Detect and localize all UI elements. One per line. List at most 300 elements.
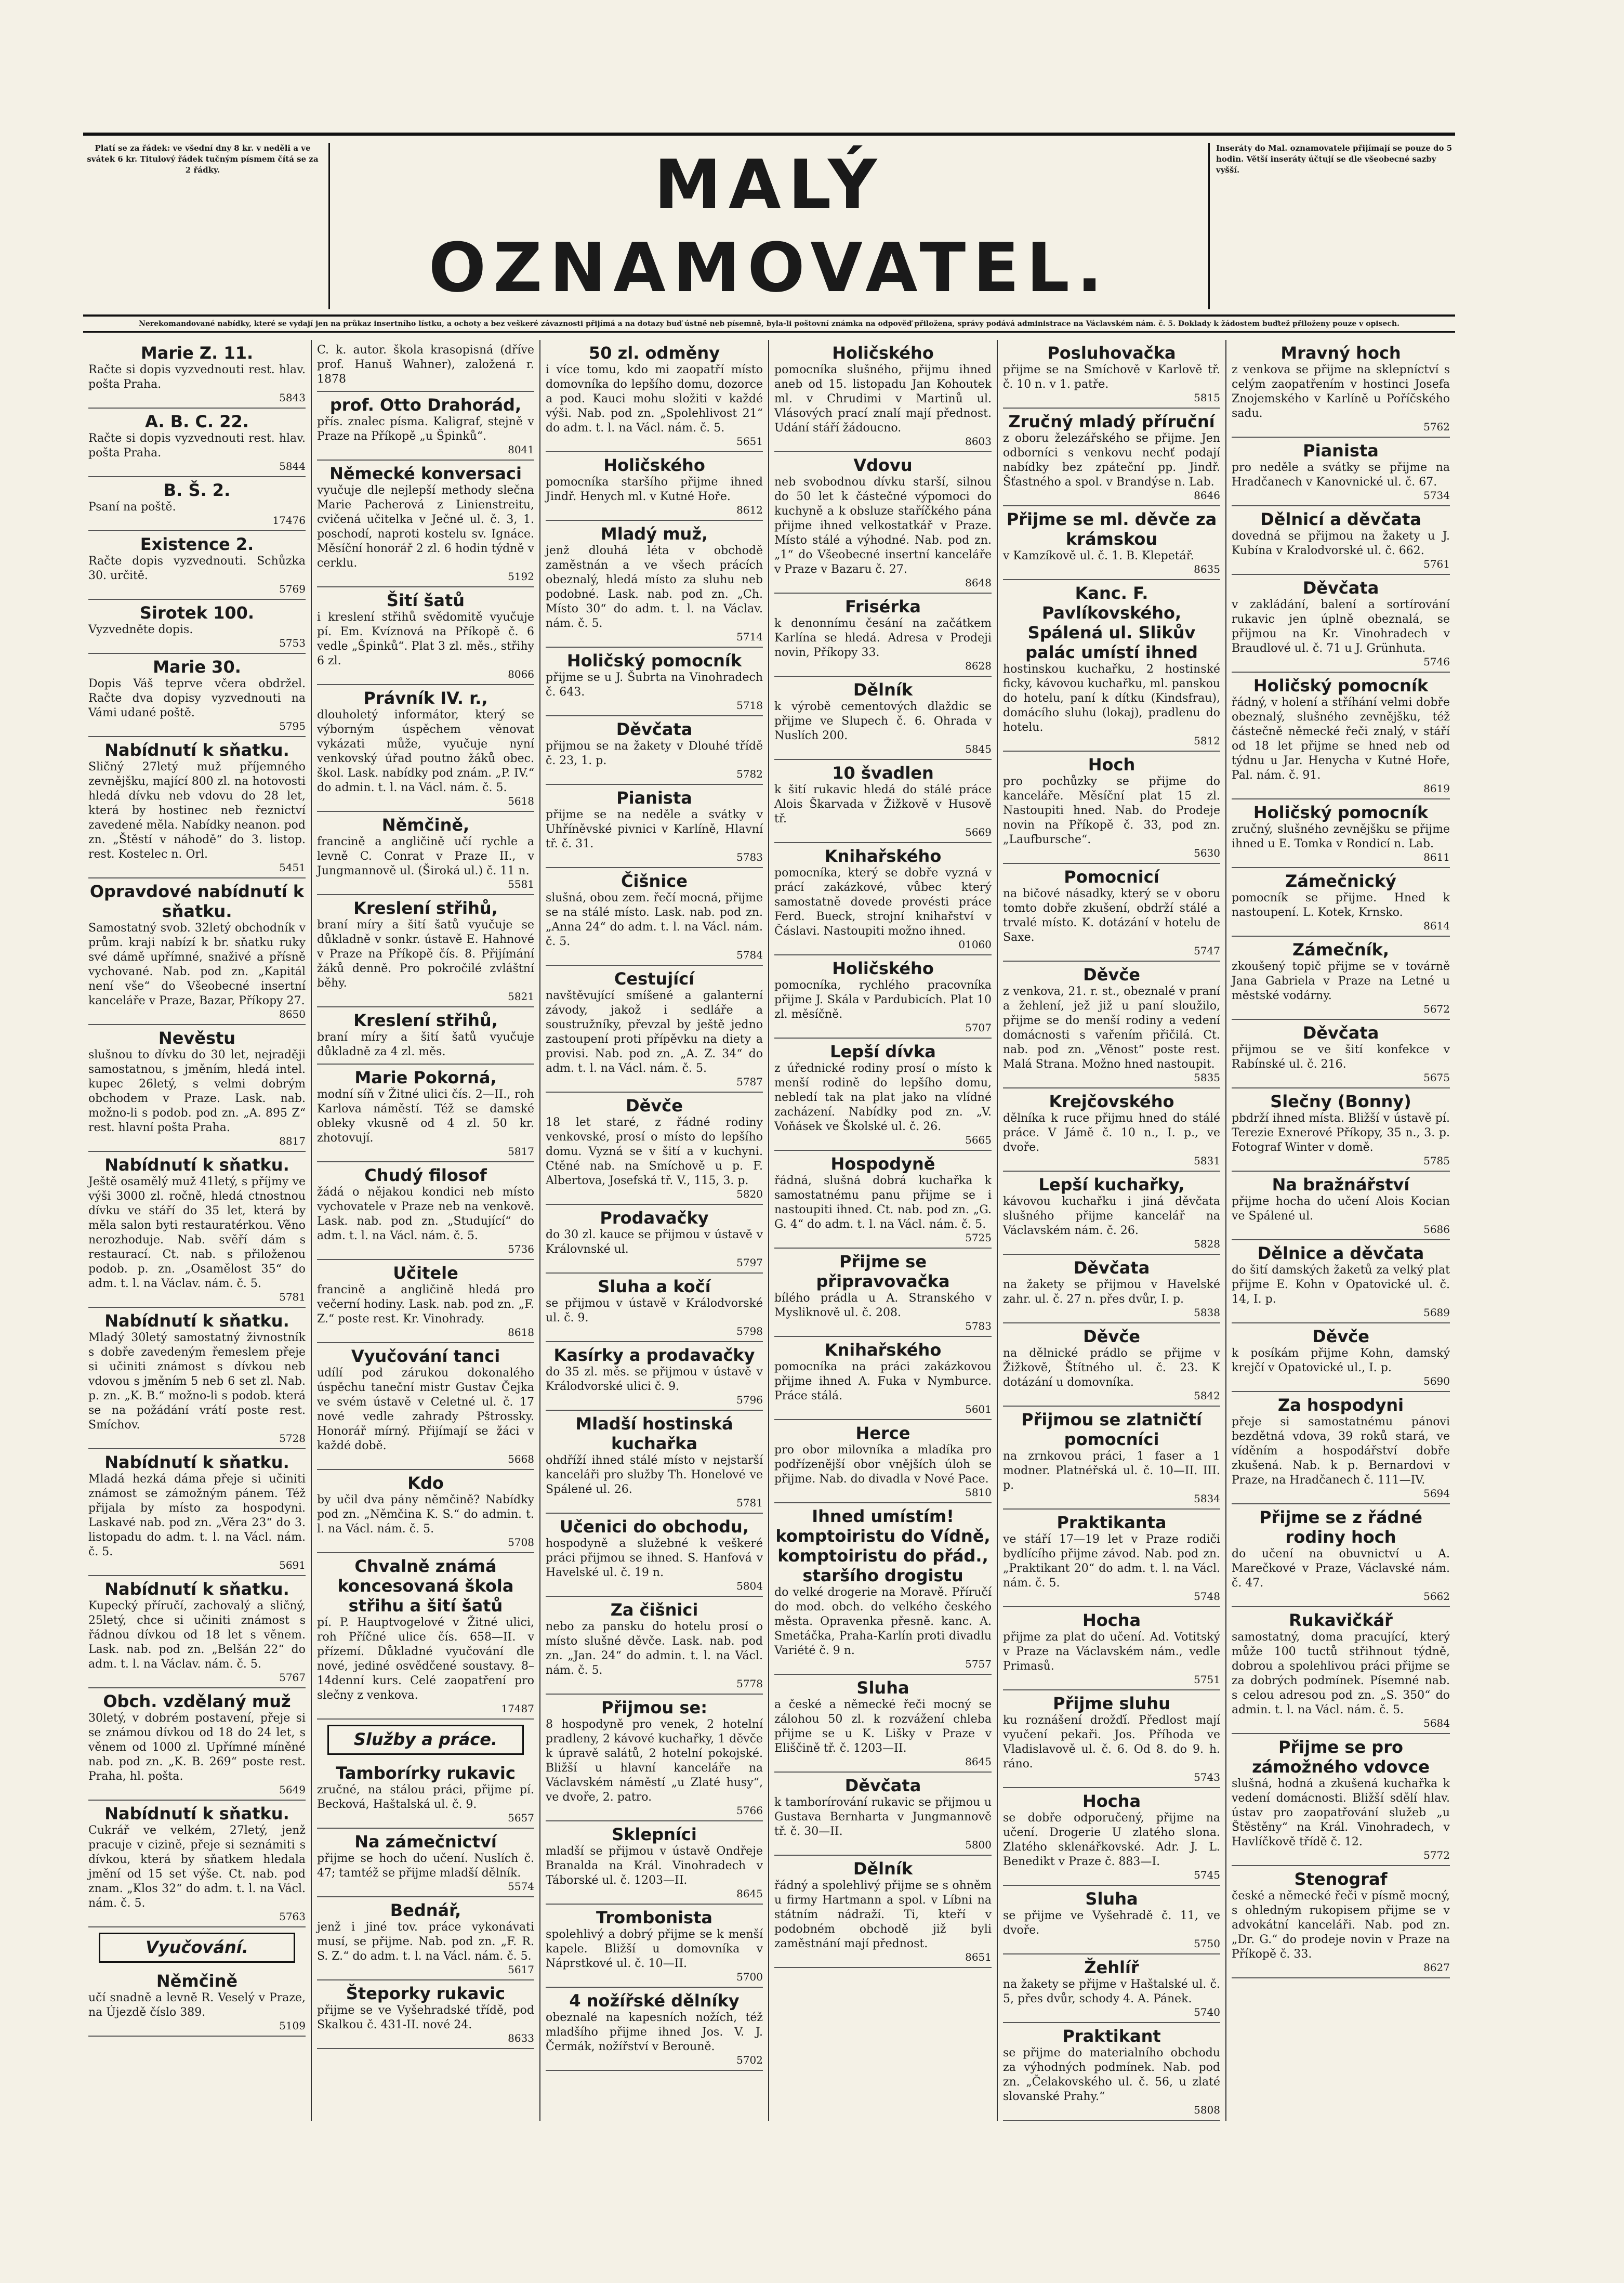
classified-ad: [1003, 1510, 1220, 1607]
ad-text: spolehlivý a dobrý přijme se k menší kapele. Bližší u domovníka v Náprstkové ul. č. 10—II.: [546, 1928, 763, 1970]
ad-title: Učitele: [393, 1263, 458, 1283]
ad-text: hostinskou kuchařku, 2 hostinské ficky, kávovou kuchařku, ml. panskou do hotelu, paní k dítku (Kindsfrau), domácího sluhu (lokaj), pradlenu do hotelu.: [1003, 663, 1220, 734]
ad-text: přijme se na neděle a svátky v Uhříněvské pivnici v Karlíně, Hlavní tř. č. 31.: [546, 808, 763, 850]
ad-number: 5675: [1423, 1071, 1450, 1084]
ad-text: z oboru železářského se přijme. Jen odborníci s venkovu nechť podají nabídky bez zpáteční pp. Jindř. Šťastného a spol. v Brandýse n. Lab.: [1003, 432, 1220, 489]
ad-column: [998, 340, 1226, 2121]
ad-title: Na bražnářství: [1272, 1175, 1410, 1195]
ad-text: modní síň v Žitné ulici čís. 2—II., roh Karlova náměstí. Též se damské obleky vkusně od 4 zl. 50 kr. zhotovují.: [317, 1088, 534, 1145]
classified-ad: [1003, 409, 1220, 506]
ad-text: by učil dva pány němčině? Nabídky pod zn. „Němčina K. S.“ do admin. t. l. na Václ. nám. č. 5.: [317, 1493, 534, 1536]
ad-text: do 30 zl. kauce se přijmou v ústavě v Královnské ul.: [546, 1228, 763, 1256]
ad-number: 5630: [1194, 847, 1220, 859]
ad-title: Vyučování.: [146, 1937, 248, 1957]
ad-title: Herce: [855, 1423, 910, 1443]
classified-ad: [317, 812, 534, 895]
classified-ad: [1232, 1020, 1450, 1088]
ad-title: 4 nožířské dělníky: [569, 1991, 740, 2011]
classified-ad: [317, 1897, 534, 1980]
classified-ad: [88, 531, 306, 600]
ad-title: Děvče: [1083, 965, 1140, 985]
classified-ad: [774, 1856, 992, 1968]
ad-number: 5718: [736, 699, 763, 712]
ad-text: Kupecký příručí, zachovalý a sličný, 25letý, chce si učiniti známost s řádnou dívkou od 18 let s věnem. Lask. nab. pod zn. „Belšán 22“ do adm. t. l. na Václav. nám. č. 5.: [88, 1599, 306, 1671]
classified-ad: [88, 409, 306, 477]
ad-text: z úřednické rodiny prosí o místo k menší rodině do lepšího domu, nebledí tak na plat jako na vlídné zacházení. Nabídky pod zn. „V. Voňásek ve Školské ul. č. 26.: [774, 1062, 992, 1133]
ad-text: nebo za pansku do hotelu prosí o místo slušné děvče. Lask. nab. pod zn. „Jan. 24“ do admin. t. l. na Václ. nám. č. 5.: [546, 1620, 763, 1677]
ad-number: 5787: [736, 1075, 763, 1088]
classified-ad: [1003, 340, 1220, 409]
ad-title: Sluha: [856, 1678, 909, 1698]
ad-title: Prodavačky: [600, 1208, 709, 1228]
classified-ad: [774, 1151, 992, 1249]
classified-ad: [546, 452, 763, 521]
ad-text: řádný a spolehlivý přijme se s ohněm u firmy Hartmann a spol. v Líbni na státním nádraží. Ti, kteří v podobném obchodě již byli zaměstnání mají přednost.: [774, 1879, 992, 1950]
masthead: [83, 133, 1455, 317]
classified-ad: [774, 1675, 992, 1773]
ad-text: zručný, slušného zevnějšku se přijme ihned u E. Tomka v Rondicí n. Lab.: [1232, 823, 1450, 850]
ad-text: pro neděle a svátky se přijme na Hradčanech v Kanovnické ul. č. 67.: [1232, 461, 1450, 489]
classified-ad: [546, 1988, 763, 2071]
classified-ad: [546, 785, 763, 868]
classified-ad: [1003, 1407, 1220, 1510]
ad-title: Nabídnutí k sňatku.: [104, 740, 289, 760]
classified-ad: [88, 340, 306, 409]
ad-number: 5751: [1194, 1673, 1220, 1686]
classified-ad: [1003, 506, 1220, 580]
ad-title: Přijmou se zlatničtí pomocníci: [1021, 1410, 1202, 1449]
ad-number: 5810: [965, 1486, 992, 1499]
ad-text: zkoušený topič přijme se v továrně Jana Gabriela v Praze na Letné u městské vodárny.: [1232, 960, 1450, 1002]
ad-text: vyučuje dle nejlepší methody slečna Marie Pacherová z Linienstreitu, cvičená učitelka v Ječné ul. č. 3, 1. poschodí, naproti kostelu sv. Ignáce. Měsíční honorář 2 zl. 6 hodin týdně v cerklu.: [317, 484, 534, 570]
ad-text: do šití damských žaketů za velký plat přijme E. Kohn v Opatovické ul. č. 14, I. p.: [1232, 1264, 1450, 1306]
classified-ad: [774, 452, 992, 594]
ad-text: 18 let staré, z řádné rodiny venkovské, prosí o místo do lepšího domu. Vyzná se v šití a v kuchyni. Ctěné nab. na Smíchově u p. F. Albertova, Josefská tř. V., 115, 3. p.: [546, 1116, 763, 1187]
ad-title: Holičského: [603, 455, 705, 475]
ad-column: [312, 340, 540, 2121]
ad-title: Holičského: [832, 343, 934, 363]
classified-ad: [546, 521, 763, 648]
classified-ad: [774, 1773, 992, 1856]
ad-title: Přijme se pro zámožného vdovce: [1252, 1737, 1430, 1777]
ad-title: Zručný mladý příruční: [1008, 412, 1215, 431]
ad-title: Nabídnutí k sňatku.: [104, 1155, 289, 1175]
ad-number: 5684: [1423, 1717, 1450, 1729]
ad-number: 5844: [279, 460, 306, 473]
ad-title: Sklepníci: [612, 1825, 697, 1844]
ad-number: 8041: [508, 443, 534, 456]
ad-number: 5702: [736, 2054, 763, 2066]
ad-text: jenž i jiné tov. práce vykonávati musí, se přijme. Nab. pod zn. „F. R. S. Z.“ do adm. t. l. na Václ. nám. č. 5.: [317, 1921, 534, 1963]
ad-text: navštěvující smíšené a galanterní závody, jakož i sedláře a soustružníky, převzal by ještě jedno zastoupení proti přípěvku na diety a provisi. Nab. pod zn. „A. Z. 34“ do adm. t. l. na Václ. nám. č. 5.: [546, 989, 763, 1075]
classified-ad: [88, 1152, 306, 1308]
classified-ad: [1232, 937, 1450, 1020]
ad-number: 8633: [508, 2032, 534, 2044]
ad-text: pí. P. Hauptvogelové v Žitné ulici, roh Příčné ulice čís. 658—II. v přízemí. Důkladné vyučování dle nové, jediné osvědčené soustavy. 8–14denní kurs. Celé zaopatření pro slečny z venkova.: [317, 1616, 534, 1702]
ad-title: Chudý filosof: [364, 1165, 487, 1185]
ad-number: 5842: [1194, 1389, 1220, 1402]
ad-text: do 35 zl. měs. se přijmou v ústavě v Králodvorské ulici č. 9.: [546, 1366, 763, 1393]
ad-number: 5750: [1194, 1937, 1220, 1950]
ad-text: z venkova se přijme na sklepníctví s celým zaopatřením v hostinci Josefa Znojemského v Karlíně u Poříčského sadu.: [1232, 363, 1450, 420]
ad-columns: [83, 340, 1455, 2121]
ad-number: 5651: [736, 435, 763, 448]
classified-ad: [1003, 580, 1220, 752]
ad-number: 5740: [1194, 2006, 1220, 2018]
ad-number: 5835: [1194, 1071, 1220, 1084]
ad-title: Holičský pomocník: [1253, 803, 1429, 822]
classified-ad: [774, 843, 992, 955]
ad-text: žádá o nějakou kondici neb místo vychovatele v Praze neb na venkově. Lask. nab. pod zn. „Studující“ do adm. t. l. na Václ. nám. č. 5.: [317, 1186, 534, 1242]
classified-ad: [1232, 673, 1450, 799]
ad-number: 5781: [279, 1291, 306, 1303]
ad-title: Kdo: [407, 1473, 444, 1493]
ad-number: 5767: [279, 1671, 306, 1684]
ad-column: [769, 340, 998, 2121]
classified-ad: [317, 1260, 534, 1343]
ad-title: Nabídnutí k sňatku.: [104, 1804, 289, 1823]
ad-title: Praktikanta: [1057, 1513, 1167, 1532]
classified-ad: [88, 878, 306, 1025]
ad-text: slušnou to dívku do 30 let, nejraději samostatnou, s jměním, hledá intel. kupec 26letý, s velmi dobrým obchodem v Praze. Lask. nab. možno-li s podob. pod zn. „A. 895 Z“ rest. hlavní pošta Praha.: [88, 1048, 306, 1134]
ad-text: se přijmou v ústavě v Králodvorské ul. č. 9.: [546, 1297, 763, 1324]
ad-text: Mladý 30letý samostatný živnostník s dobře zavedeným řemeslem přeje si učiniti známost s dívkou neb vdovou s jměním 5 neb 6 set zl. Nab. p. zn. „K. B.“ možno-li s podob. která se na požádání vrátí poste rest. Smíchov.: [88, 1331, 306, 1432]
ad-text: Mladá hezká dáma přeje si učiniti známost se zámožným pánem. Též přijala by místo za hospodyni. Laskavé nab. pod zn. „Věra 23“ do 3. listopadu do adm. t. l. na Václ. nám. č. 5.: [88, 1473, 306, 1558]
classified-ad: [88, 600, 306, 654]
ad-number: 5736: [508, 1243, 534, 1255]
ad-column: [83, 340, 312, 2121]
ad-text: i kreslení střihů svědomitě vyučuje pí. Em. Kvíznová na Příkopě č. 6 vedle „Špinků“. Plat 3 zl. měs., střihy 6 zl.: [317, 611, 534, 667]
ad-title: Děvčata: [1073, 1258, 1150, 1278]
ad-number: 5700: [736, 1971, 763, 1983]
classified-ad: [1003, 1954, 1220, 2023]
ad-number: 5783: [965, 1320, 992, 1332]
ad-number: 5761: [1423, 558, 1450, 570]
insertion-notice: Inseráty do Mal. oznamovatele přijímají se pouze do 5 hodin. Větší inseráty účtují se dle všeobecné sazby vyšší.: [1216, 143, 1453, 175]
ad-title: Pianista: [1303, 441, 1379, 461]
ad-text: Cukrář ve velkém, 27letý, jenž pracuje v cizině, přeje si seznámiti s dívkou, která by sňatkem hledala jmění od 15 set výše. Ct. nab. pod znam. „Klos 32“ do adm. t. l. na Václ. nám. č. 5.: [88, 1824, 306, 1910]
ad-title: Hocha: [1082, 1791, 1141, 1811]
ad-text: k tamborírování rukavic se přijmou u Gustava Bernharta v Jungmannově tř. č. 30—II.: [774, 1796, 992, 1838]
classified-ad: [546, 1695, 763, 1821]
ad-title: Nevěstu: [158, 1028, 236, 1048]
ad-title: Děvčata: [616, 719, 693, 739]
ad-title: Služby a práce.: [353, 1729, 498, 1749]
ad-text: přijme za plat do učení. Ad. Votitský v Praze na Václavském nám., vedle Primasů.: [1003, 1631, 1220, 1673]
ad-text: přijmou se na žakety v Dlouhé třídě č. 23, 1. p.: [546, 740, 763, 767]
classified-ad: [317, 1470, 534, 1553]
ad-title: Stenograf: [1294, 1869, 1388, 1889]
ad-number: 5817: [508, 1145, 534, 1158]
classified-ad: [1003, 1255, 1220, 1323]
ad-text: přijme se ve Vyšehradské třídě, pod Skalkou č. 431-II. nové 24.: [317, 2004, 534, 2031]
classified-ad: [1003, 752, 1220, 864]
ad-number: 5843: [279, 391, 306, 404]
ad-column: [1226, 340, 1455, 2121]
ad-text: braní míry a šití šatů vyučuje důkladně za 4 zl. měs.: [317, 1031, 534, 1058]
ad-number: 5772: [1423, 1849, 1450, 1861]
classified-ad: [317, 340, 534, 392]
ad-title: Dělník: [853, 1859, 913, 1879]
ad-title: Pianista: [616, 788, 692, 808]
ad-title: Dělnicí a děvčata: [1260, 509, 1421, 529]
classified-ad: [88, 1688, 306, 1801]
ad-text: do velké drogerie na Moravě. Příručí do mod. obch. do velkého českého města. Opravenka přesně. kanc. A. Smetáčka, Praha-Karlín proti divadlu Variété č. 9 n.: [774, 1586, 992, 1657]
ad-number: 5574: [508, 1880, 534, 1893]
section-heading: [327, 1725, 524, 1755]
ad-title: Krejčovského: [1049, 1092, 1174, 1111]
ad-text: pomocníka na práci zakázkovou přijme ihned A. Fuka v Nymburce. Práce stálá.: [774, 1360, 992, 1402]
classified-ad: [317, 895, 534, 1007]
ad-number: 5766: [736, 1804, 763, 1817]
ad-number: 5784: [736, 949, 763, 961]
ad-title: Za čišnici: [610, 1600, 698, 1620]
ad-text: do učení na obuvnictví u A. Marečkové v Praze, Václavské nám. č. 47.: [1232, 1547, 1450, 1590]
ad-text: na dělnické prádlo se přijme v Žižkově, Štítného ul. č. 23. K dotázání u domovníka.: [1003, 1347, 1220, 1389]
ad-number: 5686: [1423, 1223, 1450, 1236]
ad-number: 5785: [1423, 1154, 1450, 1167]
classified-ad: [1232, 1240, 1450, 1323]
ad-text: Vyzvedněte dopis.: [88, 623, 193, 636]
ad-text: ve stáří 17—19 let v Praze rodiči bydlícího přijme závod. Nab. pod zn. „Praktikant 20“ do adm. t. l. na Václ. nám. č. 5.: [1003, 1533, 1220, 1590]
ad-number: 5795: [279, 720, 306, 732]
classified-ad: [774, 760, 992, 843]
ad-number: 5778: [736, 1677, 763, 1690]
ad-text: obeznalé na kapesních nožích, též mladšího přijme ihned Jos. V. J. Čermák, nožířství v Berouně.: [546, 2011, 763, 2053]
ad-title: Přijme se ml. děvče za krámskou: [1006, 509, 1217, 549]
ad-text: Račte dopis vyzvednouti. Schůzka 30. určitě.: [88, 555, 306, 582]
ad-text: dělníka k ruce přijmu hned do stálé práce. V Jámě č. 10 n., I. p., ve dvoře.: [1003, 1112, 1220, 1154]
classified-ad: [317, 1980, 534, 2049]
classified-ad: [317, 1065, 534, 1162]
ad-number: 5753: [279, 637, 306, 649]
classified-ad: [546, 716, 763, 785]
classified-ad: [1003, 1088, 1220, 1172]
classified-ad: [1232, 1504, 1450, 1607]
ad-text: k posíkám přijme Kohn, damský krejčí v Opatovické ul., I. p.: [1232, 1347, 1450, 1374]
ad-title: Hospodyně: [830, 1154, 935, 1174]
classified-ad: [1003, 2023, 1220, 2121]
ad-title: Za hospodyni: [1277, 1395, 1404, 1415]
classified-ad: [1232, 438, 1450, 506]
classified-ad: [317, 392, 534, 461]
ad-title: Německé konversaci: [329, 464, 522, 483]
classified-ad: [317, 1760, 534, 1829]
ad-text: udílí pod zárukou dokonalého úspěchu taneční mistr Gustav Čejka ve svém ústavě v Celetné ul. č. 17 nové vedle zahrady Pštrossky. Honorář mírný. Přijímají se žáci v každé době.: [317, 1367, 534, 1452]
ad-text: se přijme ve Vyšehradě č. 11, ve dvoře.: [1003, 1909, 1220, 1937]
ad-text: jenž dlouhá léta v obchodě zaměstnán a ve všech prácích obeznalý, hledá místo za sluhu neb podobné. Lask. nab. pod zn. „Ch. Místo 30“ do adm. t. l. na Václav. nám. č. 5.: [546, 544, 763, 630]
ad-text: pro obor milovníka a mladíka pro podřízenější obor vnějších úloh se přijme. Nab. do divadla v Nové Pace.: [774, 1444, 992, 1486]
classified-ad: [1232, 799, 1450, 868]
ad-title: Na zámečnictví: [354, 1832, 497, 1852]
ad-text: pomocníka slušného, přijmu ihned aneb od 15. listopadu Jan Kohoutek ml. v Chrudimi v Martinů ul. Vlásových prací znalí mají přednost. Udání stáří žádoucno.: [774, 363, 992, 435]
ad-number: 5581: [508, 878, 534, 890]
ad-text: ku roznášení drožďí. Předlost mají vyučení pekaři. Jos. Příhoda ve Vladislavově ul. č. 6. Od 8. do 9. h. ráno.: [1003, 1714, 1220, 1770]
ad-number: 5689: [1423, 1306, 1450, 1319]
classified-ad: [317, 461, 534, 587]
ad-title: Sluha: [1085, 1889, 1138, 1909]
classified-ad: [88, 1968, 306, 2037]
ad-text: Ještě osamělý muž 41letý, s příjmy ve výši 3000 zl. ročně, hledá ctnostnou dívku ve stáří do 35 let, která by měla salon byti restauratérkou. Věno nerozhoduje. Nab. svěří dám s restaurací. Ct. nab. s přiloženou podob. p. zn. „Osamělost 35“ do adm. t. l. na Václav. nám. č. 5.: [88, 1175, 306, 1290]
ad-title: Přijme se připravovačka: [816, 1252, 950, 1291]
ad-text: pomocníka, rychlého pracovníka přijme J. Skála v Pardubicích. Plat 10 zl. měsíčně.: [774, 979, 992, 1021]
classified-ad: [317, 1007, 534, 1065]
ad-number: 5745: [1194, 1869, 1220, 1881]
ad-title: Marie Pokorná,: [354, 1068, 497, 1087]
ad-number: 5668: [508, 1453, 534, 1465]
ad-text: české a německé řeči v písmě mocný, s ohledným rukopisem přijme se v advokátní kanceláři. Nab. pod zn. „Dr. G.“ do prodeje novin v Praze na Příkopě č. 33.: [1232, 1890, 1450, 1961]
classified-ad: [774, 1337, 992, 1420]
ad-number: 5783: [736, 851, 763, 863]
ad-text: zručné, na stálou práci, přijme pí. Becková, Haštalská ul. č. 9.: [317, 1783, 534, 1811]
classified-ad: [546, 1093, 763, 1205]
ad-number: 8627: [1423, 1961, 1450, 1974]
ad-title: Šití šatů: [386, 591, 465, 610]
classified-ad: [88, 1576, 306, 1688]
ad-title: Vdovu: [853, 455, 913, 475]
ad-title: Frisérka: [845, 597, 921, 616]
ad-text: dovedná se přijmou na žakety u J. Kubína v Kralodvorské ul. č. 662.: [1232, 530, 1450, 557]
ad-title: Děvčata: [1302, 1023, 1379, 1043]
ad-title: Opravdové nabídnutí k sňatku.: [89, 882, 305, 921]
classified-ad: [546, 340, 763, 452]
ad-number: 8603: [965, 435, 992, 448]
ad-text: k výrobě cementových dlaždic se přijme ve Slupech č. 6. Ohrada v Nuslích 200.: [774, 700, 992, 742]
ad-title: Mladší hostinská kuchařka: [575, 1414, 733, 1453]
ad-title: Děvče: [1083, 1327, 1140, 1346]
ad-number: 5834: [1194, 1492, 1220, 1505]
classified-ad: [88, 654, 306, 737]
ad-title: Děvčata: [1302, 578, 1379, 598]
ad-number: 8618: [508, 1326, 534, 1339]
ad-number: 5831: [1194, 1154, 1220, 1167]
ad-title: Lepší dívka: [830, 1042, 936, 1061]
ad-text: 8 hospodyně pro venek, 2 hotelní pradleny, 2 kávové kuchařky, 1 děvče k úpravě salátů, 2 hotelní pokojské. Bližší u hlavní kanceláře na Václavském náměstí „u Zlaté husy“, ve dvoře, 2. patro.: [546, 1718, 763, 1804]
ad-number: 5815: [1194, 391, 1220, 404]
ad-title: Ihned umístím! komptoiristu do Vídně, komptoiristu do přád., staršího drogistu: [775, 1506, 991, 1585]
classified-ad: [88, 1801, 306, 1927]
classified-ad: [546, 966, 763, 1093]
classified-ad: [317, 685, 534, 812]
classified-ad: [546, 1411, 763, 1514]
ad-title: Hoch: [1088, 755, 1136, 775]
ad-text: se dobře odporučený, přijme na učení. Drogerie U zlatého slona. Zlatého sklenářkovské. Adr. J. L. Benedikt v Praze č. 883—I.: [1003, 1812, 1220, 1868]
ad-number: 8645: [736, 1887, 763, 1900]
ad-number: 5800: [965, 1839, 992, 1851]
classified-ad: [88, 1308, 306, 1449]
ad-number: 17487: [501, 1702, 534, 1715]
ad-number: 5714: [736, 631, 763, 643]
ad-text: na žakety se přijme v Haštalské ul. č. 5, přes dvůr, schody 4. A. Pánek.: [1003, 1978, 1220, 2005]
ad-number: 5657: [508, 1812, 534, 1824]
ad-title: Lepší kuchařky,: [1038, 1175, 1185, 1195]
ad-title: Kreslení střihů,: [353, 898, 498, 918]
ad-number: 5192: [508, 570, 534, 583]
ad-title: 10 švadlen: [832, 763, 934, 783]
ad-number: 8650: [279, 1008, 306, 1020]
classified-ad: [774, 340, 992, 452]
ad-number: 5747: [1194, 944, 1220, 957]
classified-ad: [1232, 506, 1450, 575]
ad-text: ohdříží ihned stálé místo v nejstarší kanceláři pro služby Th. Honelové ve Spálené ul. 26.: [546, 1454, 763, 1496]
ad-text: na zrnkovou práci, 1 faser a 1 modner. Platnéřská ul. č. 10—II. III. p.: [1003, 1450, 1220, 1492]
ad-number: 5708: [508, 1536, 534, 1549]
classified-ad: [1232, 1172, 1450, 1240]
ad-title: B. Š. 2.: [163, 480, 231, 500]
ad-text: pomocníka staršího přijme ihned Jindř. Henych ml. v Kutné Hoře.: [546, 476, 763, 503]
ad-title: 50 zl. odměny: [588, 343, 720, 363]
ad-text: přijme se na Smíchově v Karlově tř. č. 10 n. v 1. patře.: [1003, 363, 1220, 391]
ad-text: přijme hocha do učení Alois Kocian ve Spálené ul.: [1232, 1195, 1450, 1223]
classified-ad: [1232, 340, 1450, 438]
classified-ad: [546, 1821, 763, 1905]
ad-title: Přijme sluhu: [1053, 1694, 1170, 1713]
ad-text: Račte si dopis vyzvednouti rest. hlav. pošta Praha.: [88, 432, 306, 460]
ad-number: 5820: [736, 1188, 763, 1200]
ad-text: francině a angličině hledá pro večerní hodiny. Lask. nab. pod zn. „F. Z.“ poste rest. Kr. Vinohrady.: [317, 1283, 534, 1326]
classified-ad: [88, 737, 306, 878]
ad-text: na bičové násadky, který se v oboru tomto dobře zkušení, obdrží stálé a trvalé místo. K. dotázání v hotelu de Saxe.: [1003, 887, 1220, 944]
ad-title: Existence 2.: [140, 534, 254, 554]
ad-number: 5601: [965, 1403, 992, 1415]
newspaper-page: [83, 133, 1455, 2121]
ad-title: Sluha a kočí: [598, 1277, 711, 1296]
page-title: MALÝ OZNAMOVATEL.: [328, 143, 1210, 309]
ad-title: Sirotek 100.: [139, 603, 255, 623]
ad-text: Psaní na poště.: [88, 501, 176, 514]
ad-number: 5821: [508, 990, 534, 1003]
ad-text: braní míry a šití šatů vyučuje se důkladně v sonkr. ústavě E. Hahnové v Praze na Příkopě čís. 8. Přijímání žáků denně. Pro pokročilé zvláštní běhy.: [317, 919, 534, 990]
classified-ad: [88, 477, 306, 531]
classified-ad: [774, 1249, 992, 1337]
ad-text: samostatný, doma pracující, který může 100 tuctů střihnout týdně, dobrou a spolehlivou práci přijme se za dobrých podmínek. Písemné nab. s celou adresou pod zn. „S. 350“ do admin. t. l. na Václ. nám. č. 5.: [1232, 1631, 1450, 1716]
ad-text: mladší se přijmou v ústavě Ondřeje Branalda na Král. Vinohradech v Táborské ul. č. 1203—II.: [546, 1845, 763, 1887]
ad-text: přijmou se ve šití konfekce v Rabínské ul. č. 216.: [1232, 1043, 1450, 1071]
ad-title: Holičský pomocník: [1253, 676, 1429, 696]
ad-title: Čišnice: [621, 871, 688, 891]
ad-text: přijme se hoch do učení. Nuslích č. 47; tamtéž se přijme mladší dělník.: [317, 1852, 534, 1880]
classified-ad: [546, 1905, 763, 1988]
ad-number: 5804: [736, 1580, 763, 1592]
ad-number: 5662: [1423, 1590, 1450, 1603]
ad-title: Slečny (Bonny): [1270, 1092, 1411, 1111]
ad-number: 5781: [736, 1497, 763, 1509]
ad-number: 5451: [279, 861, 306, 874]
ad-title: Děvčata: [844, 1776, 921, 1795]
section-heading: [99, 1933, 295, 1963]
ad-number: 01060: [958, 938, 992, 951]
classified-ad: [1232, 1734, 1450, 1866]
classified-ad: [546, 1514, 763, 1597]
ad-number: 5672: [1423, 1003, 1450, 1015]
ad-number: 5838: [1194, 1306, 1220, 1319]
ad-number: 5743: [1194, 1771, 1220, 1783]
ad-text: Dopis Váš teprve včera obdržel. Račte dva dopisy vyzvednouti na Vámi udané poště.: [88, 677, 306, 719]
ad-title: Cestující: [614, 969, 695, 989]
classified-ad: [317, 587, 534, 685]
ad-number: 5808: [1194, 2104, 1220, 2116]
ad-text: francině a angličině učí rychle a levně C. Conrat v Praze II., v Jungmannově ul. (Široká ul.) č. 11 n.: [317, 835, 534, 877]
masthead-subnotice: Nerekomandované nabídky, které se vydají jen na průkaz insertního lístku, a ochoty a bez veškeré závaznosti přijímá a na dotazy buď ústně neb písemně, byla-li poštovní známka na odpověď přiložena, správy podává administrace na Václavském nám. č. 5. Doklady k žádostem buďtež přiloženy pouze v opisech.: [83, 317, 1455, 333]
classified-ad: [317, 1162, 534, 1260]
ad-title: Učenici do obchodu,: [560, 1517, 749, 1537]
ad-title: Zámečník,: [1292, 940, 1389, 960]
ad-title: Knihařského: [824, 846, 942, 866]
ad-text: přeje si samostatnému pánovi bezdětná vdova, 39 roků stará, ve víděním a hospodářství dobře zkušená. Nab. k p. Bernardovi v Praze, na Hradčanech č. 111—IV.: [1232, 1415, 1450, 1487]
ad-number: 5649: [279, 1783, 306, 1796]
ad-text: pbdrží ihned místa. Bližší v ústavě pí. Terezie Exnerové Příkopy, 35 n., 3. p. Fotograf Winter v domě.: [1232, 1112, 1450, 1154]
ad-title: Kreslení střihů,: [353, 1011, 498, 1030]
